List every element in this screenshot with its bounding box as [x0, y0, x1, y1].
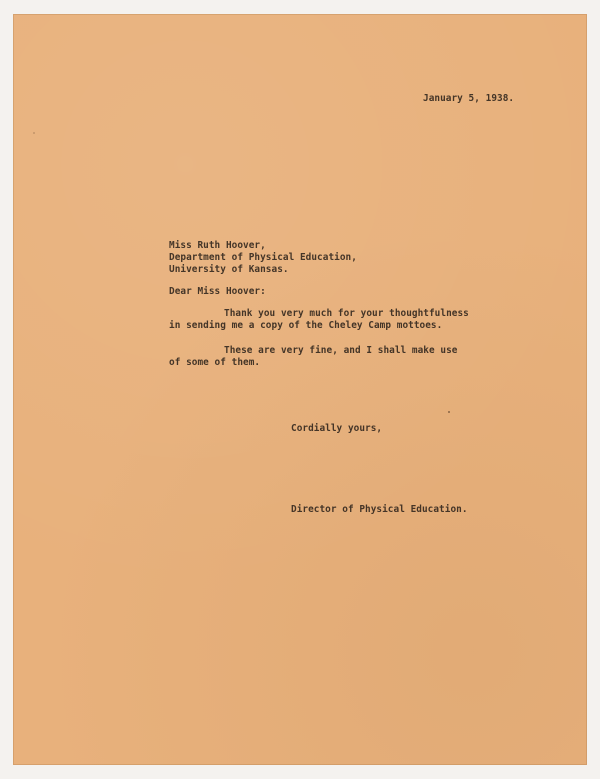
paragraph-2-line-2: of some of them.: [169, 356, 261, 368]
body-paragraph-1: [169, 308, 469, 332]
recipient-name: Miss Ruth Hoover,: [169, 240, 266, 251]
signature-title: Director of Physical Education.: [291, 504, 468, 515]
complimentary-closing: Cordially yours,: [291, 423, 383, 434]
paragraph-1-line-2: in sending me a copy of the Cheley Camp mottoes.: [169, 319, 443, 331]
recipient-institution: University of Kansas.: [169, 263, 289, 275]
recipient-address: [169, 240, 357, 275]
recipient-department: Department of Physical Education,: [169, 251, 357, 263]
body-paragraph-2: [169, 345, 457, 369]
paper-speck: [33, 132, 35, 134]
paper-speck: [448, 411, 450, 413]
salutation: Dear Miss Hoover:: [169, 286, 266, 297]
letter-page: [13, 14, 587, 765]
paragraph-2-line-1: These are very fine, and I shall make use: [224, 345, 458, 356]
paragraph-1-line-1: Thank you very much for your thoughtfulness: [224, 308, 469, 319]
letter-date: January 5, 1938.: [423, 93, 515, 104]
